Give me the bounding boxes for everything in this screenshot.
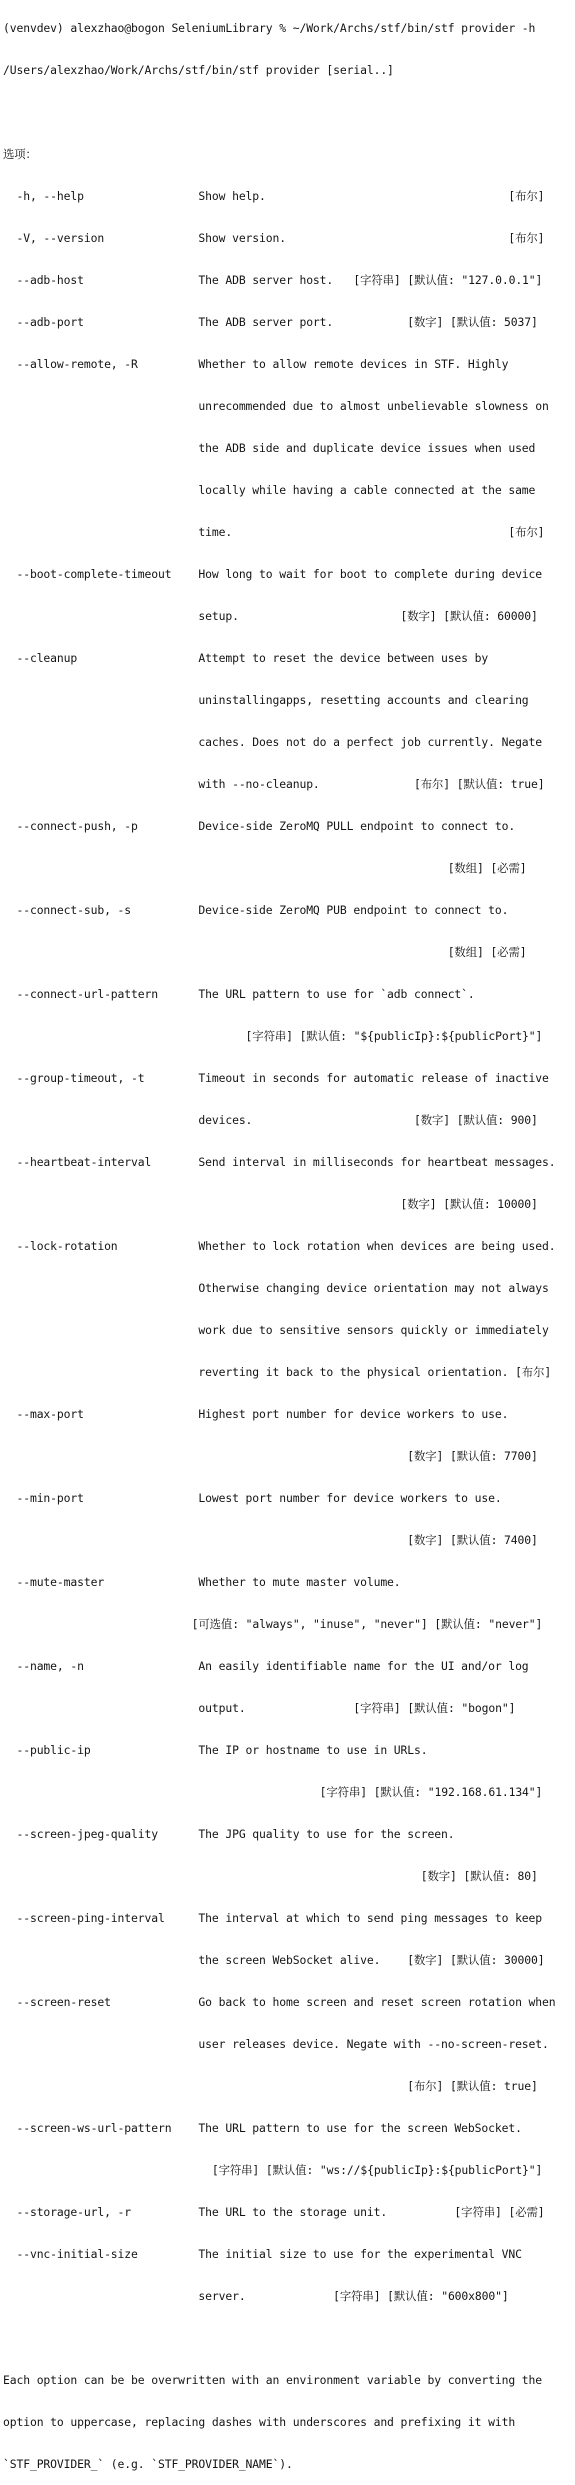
option-version: -V, --version Show version. [布尔] — [3, 231, 545, 245]
option-vnc-initial-size-desc: server. [字符串] [默认值: "600x800"] — [3, 2289, 509, 2303]
option-boot-complete-timeout: --boot-complete-timeout How long to wait for boot to complete during device — [3, 567, 543, 581]
option-vnc-initial-size: --vnc-initial-size The initial size to use for the experimental VNC — [3, 2247, 522, 2261]
option-screen-reset-desc: user releases device. Negate with --no-screen-reset. — [3, 2037, 549, 2051]
option-mute-master: --mute-master Whether to mute master volume. — [3, 1575, 401, 1589]
option-public-ip: --public-ip The IP or hostname to use in URLs. — [3, 1743, 428, 1757]
option-connect-sub: --connect-sub, -s Device-side ZeroMQ PUB endpoint to connect to. — [3, 903, 509, 917]
option-screen-ws-url-pattern: --screen-ws-url-pattern The URL pattern to use for the screen WebSocket. — [3, 2121, 522, 2135]
option-storage-url: --storage-url, -r The URL to the storage unit. [字符串] [必需] — [3, 2205, 545, 2219]
option-cleanup: --cleanup Attempt to reset the device between uses by — [3, 651, 489, 665]
option-mute-master-desc: [可选值: "always", "inuse", "never"] [默认值: "never"] — [3, 1617, 543, 1631]
option-heartbeat-interval-desc: [数字] [默认值: 10000] — [3, 1197, 538, 1211]
option-allow-remote-desc: locally while having a cable connected at the same — [3, 483, 536, 497]
option-lock-rotation-desc: reverting it back to the physical orientation. [布尔] — [3, 1365, 552, 1379]
command-prompt-line: (venvdev) alexzhao@bogon SeleniumLibrary % ~/Work/Archs/stf/bin/stf provider -h — [3, 21, 536, 35]
option-adb-port: --adb-port The ADB server port. [数字] [默认值: 5037] — [3, 315, 538, 329]
footer-note: Each option can be be overwritten with an environment variable by converting the — [3, 2373, 543, 2387]
option-screen-ping-interval-desc: the screen WebSocket alive. [数字] [默认值: 30000] — [3, 1953, 545, 1967]
option-lock-rotation-desc: work due to sensitive sensors quickly or immediately — [3, 1323, 549, 1337]
option-max-port-desc: [数字] [默认值: 7700] — [3, 1449, 538, 1463]
option-name: --name, -n An easily identifiable name for the UI and/or log — [3, 1659, 529, 1673]
footer-note: option to uppercase, replacing dashes with underscores and prefixing it with — [3, 2415, 516, 2429]
option-min-port: --min-port Lowest port number for device workers to use. — [3, 1491, 502, 1505]
blank-line — [3, 2331, 575, 2345]
option-group-timeout: --group-timeout, -t Timeout in seconds for automatic release of inactive — [3, 1071, 549, 1085]
option-name-desc: output. [字符串] [默认值: "bogon"] — [3, 1701, 516, 1715]
option-max-port: --max-port Highest port number for device workers to use. — [3, 1407, 509, 1421]
option-adb-host: --adb-host The ADB server host. [字符串] [默认值: "127.0.0.1"] — [3, 273, 543, 287]
option-cleanup-desc: with --no-cleanup. [布尔] [默认值: true] — [3, 777, 545, 791]
option-cleanup-desc: caches. Does not do a perfect job currently. Negate — [3, 735, 543, 749]
blank-line — [3, 105, 575, 119]
option-screen-reset: --screen-reset Go back to home screen and reset screen rotation when — [3, 1995, 556, 2009]
option-screen-jpeg-quality-desc: [数字] [默认值: 80] — [3, 1869, 538, 1883]
option-connect-url-pattern-desc: [字符串] [默认值: "${publicIp}:${publicPort}"] — [3, 1029, 543, 1043]
option-group-timeout-desc: devices. [数字] [默认值: 900] — [3, 1113, 538, 1127]
option-screen-jpeg-quality: --screen-jpeg-quality The JPG quality to use for the screen. — [3, 1827, 455, 1841]
option-cleanup-desc: uninstallingapps, resetting accounts and clearing — [3, 693, 529, 707]
terminal-output[interactable] — [3, 0, 575, 2485]
option-connect-sub-desc: [数组] [必需] — [3, 945, 527, 959]
option-screen-ping-interval: --screen-ping-interval The interval at which to send ping messages to keep — [3, 1911, 543, 1925]
usage-line: /Users/alexzhao/Work/Archs/stf/bin/stf provider [serial..] — [3, 63, 394, 77]
options-heading: 选项： — [3, 147, 37, 161]
option-boot-complete-timeout-desc: setup. [数字] [默认值: 60000] — [3, 609, 538, 623]
option-lock-rotation-desc: Otherwise changing device orientation may not always — [3, 1281, 549, 1295]
option-allow-remote: --allow-remote, -R Whether to allow remote devices in STF. Highly — [3, 357, 509, 371]
option-public-ip-desc: [字符串] [默认值: "192.168.61.134"] — [3, 1785, 543, 1799]
option-allow-remote-desc: the ADB side and duplicate device issues when used — [3, 441, 536, 455]
option-connect-push-desc: [数组] [必需] — [3, 861, 527, 875]
option-lock-rotation: --lock-rotation Whether to lock rotation when devices are being used. — [3, 1239, 556, 1253]
option-allow-remote-desc: time. [布尔] — [3, 525, 545, 539]
option-min-port-desc: [数字] [默认值: 7400] — [3, 1533, 538, 1547]
option-connect-url-pattern: --connect-url-pattern The URL pattern to use for `adb connect`. — [3, 987, 475, 1001]
option-screen-ws-url-pattern-desc: [字符串] [默认值: "ws://${publicIp}:${publicPort}"] — [3, 2163, 543, 2177]
option-allow-remote-desc: unrecommended due to almost unbelievable slowness on — [3, 399, 549, 413]
option-screen-reset-desc: [布尔] [默认值: true] — [3, 2079, 538, 2093]
footer-note: `STF_PROVIDER_` (e.g. `STF_PROVIDER_NAME`). — [3, 2457, 293, 2471]
option-heartbeat-interval: --heartbeat-interval Send interval in milliseconds for heartbeat messages. — [3, 1155, 556, 1169]
option-connect-push: --connect-push, -p Device-side ZeroMQ PULL endpoint to connect to. — [3, 819, 516, 833]
option-help: -h, --help Show help. [布尔] — [3, 189, 545, 203]
